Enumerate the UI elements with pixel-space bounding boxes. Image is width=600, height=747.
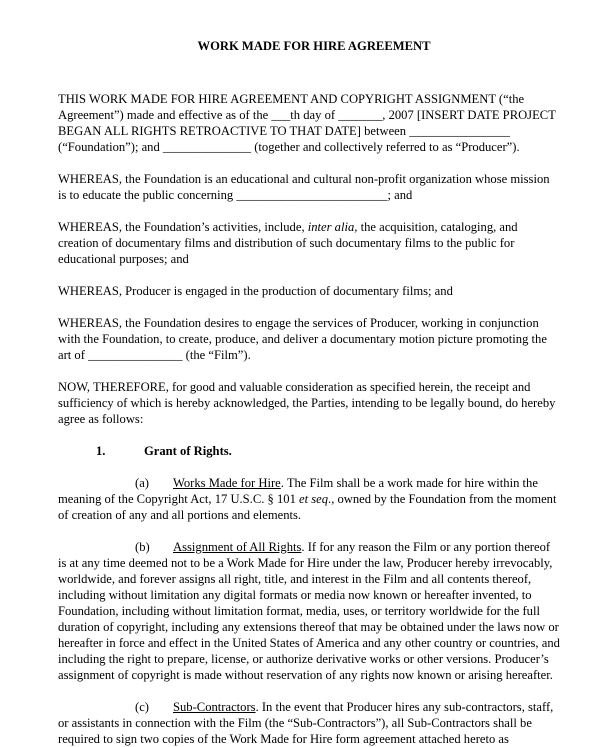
- intro-paragraph: [58, 91, 560, 155]
- now-therefore-paragraph: NOW, THEREFORE, for good and valuable consideration as specified herein, the receipt and sufficiency of which is hereby acknowledged, the Parties, intending to be legally bound, do hereby agree as follows:: [58, 380, 556, 426]
- subsection-c: [58, 699, 560, 747]
- section-number: 1.: [96, 444, 106, 458]
- subsection-a-title: Works Made for Hire: [173, 476, 281, 490]
- subsection-c-label: (c): [135, 700, 149, 714]
- section-title: Grant of Rights.: [144, 444, 232, 458]
- whereas-producer-paragraph: WHEREAS, Producer is engaged in the production of documentary films; and: [58, 284, 453, 298]
- subsection-b-label: (b): [135, 540, 150, 554]
- whereas-activities-text-a: WHEREAS, the Foundation’s activities, include,: [58, 220, 308, 234]
- subsection-a: [58, 475, 560, 523]
- subsection-a-label: (a): [135, 476, 149, 490]
- et-seq-text: et seq: [299, 492, 329, 506]
- intro-text: THIS WORK MADE FOR HIRE AGREEMENT AND COPYRIGHT ASSIGNMENT (“the Agreement”) made and effective as of the ___th day of _______, 2007 [INSERT DATE PROJECT BEGAN ALL RIGHTS RETROACTIVE TO THAT DATE] between ________________ (“Foundation”); and ______________ (together and collectively referred to as “Producer”).: [58, 92, 556, 154]
- subsection-c-text: . In the event that Producer hires any sub-contractors, staff, or assistants in connection with the Film (the “Sub-Contractors”), all Sub-Contractors shall be required to sign two copies of the Work Made for Hire form agreement attached hereto as: [58, 700, 554, 746]
- whereas-activities-paragraph: [58, 219, 560, 267]
- document-title: WORK MADE FOR HIRE AGREEMENT: [197, 39, 431, 53]
- subsection-b-title: Assignment of All Rights: [173, 540, 302, 554]
- whereas-engage-paragraph: WHEREAS, the Foundation desires to engage the services of Producer, working in conjunction with the Foundation, to create, produce, and deliver a documentary motion picture promoting the art of _______________ (the “Film”).: [58, 316, 547, 362]
- subsection-a-text2: ., owned by the Foundation from the moment of creation of any and all portions and elements.: [58, 492, 557, 522]
- subsection-a-text1: . The Film shall be a work made for hire within the meaning of the Copyright Act, 17 U.S.C. § 101: [58, 476, 538, 506]
- whereas-activities-text-b: , the acquisition, cataloging, and creation of documentary films and distribution of such documentary films to the public for educational purposes; and: [58, 220, 518, 266]
- inter-alia-text: inter alia: [307, 220, 355, 234]
- subsection-c-title: Sub-Contractors: [173, 700, 256, 714]
- whereas-mission-paragraph: WHEREAS, the Foundation is an educational and cultural non-profit organization whose mission is to educate the public concerning ________________________; and: [58, 172, 550, 202]
- subsection-b: [58, 539, 560, 683]
- section-heading: [58, 443, 560, 459]
- subsection-b-text: . If for any reason the Film or any portion thereof is at any time deemed not to be a Work Made for Hire under the law, Producer hereby irrevocably, worldwide, and forever assigns all right, title, and interest in the Film and all contents thereof, including without limitation any digital formats or media now known or hereafter invented, to Foundation, including without limitation format, media, uses, or territory worldwide for the full duration of copyright, including any extensions thereof that may be obtained under the laws now or hereafter in force and effect in the United States of America and any other country or countries, and including the right to prepare, license, or authorize derivative works or other versions. Producer’s assignment of copyright is made without reservation of any rights now known or arising hereafter.: [58, 540, 560, 682]
